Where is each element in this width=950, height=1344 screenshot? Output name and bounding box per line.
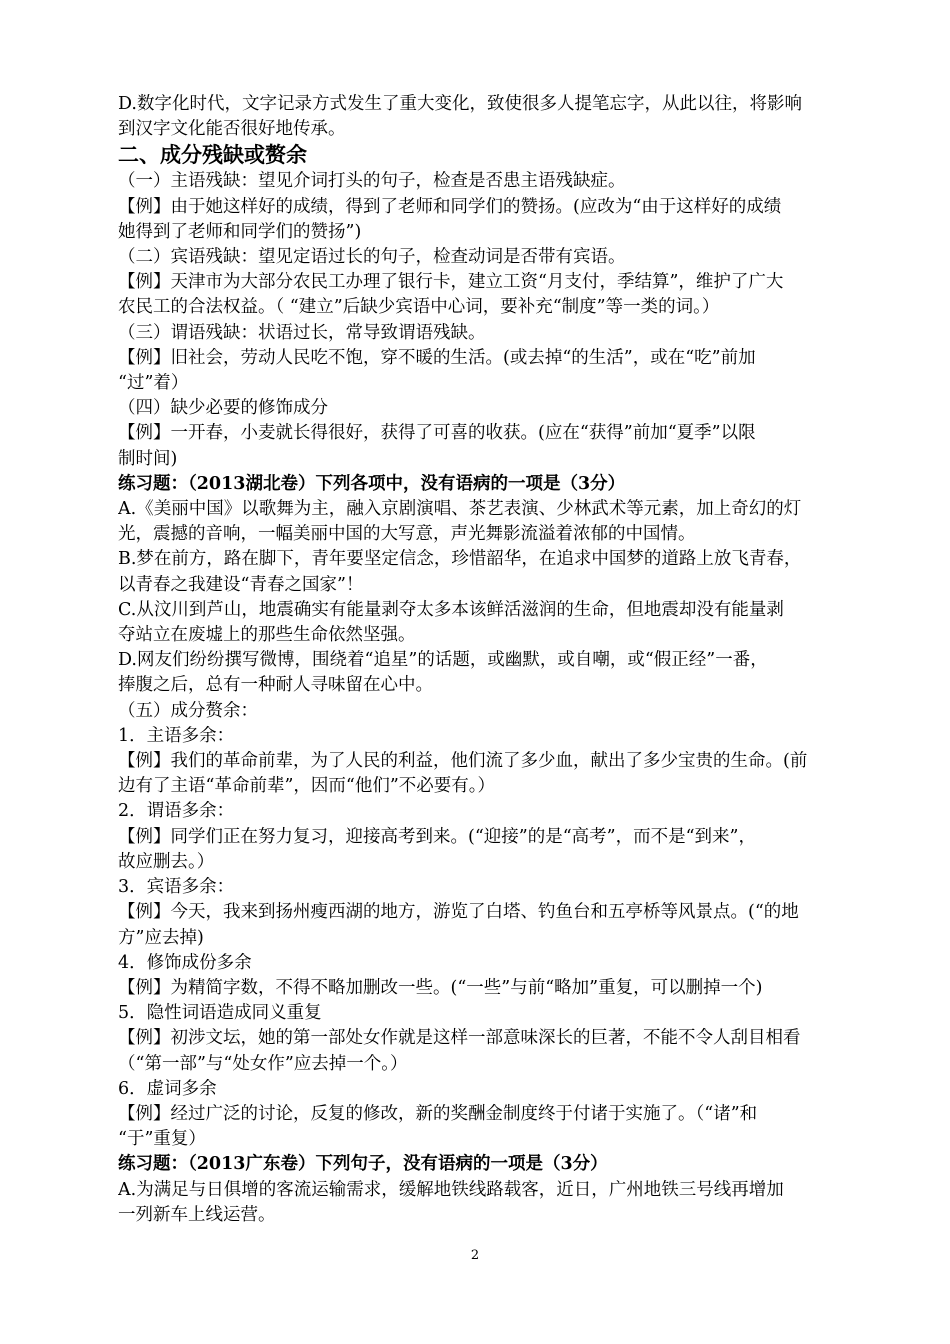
text-line: 【例】旧社会，劳动人民吃不饱，穿不暖的生活。(或去掉“的生活”，或在“吃”前加 (118, 347, 756, 368)
text-line: “于”重复） (118, 1129, 206, 1150)
text-line: 【例】由于她这样好的成绩，得到了老师和同学们的赞扬。(应改为“由于这样好的成绩 (118, 196, 782, 217)
text-line: D.网友们纷纷撰写微博，围绕着“追星”的话题，或幽默，或自嘲，或“假正经”一番， (118, 650, 768, 671)
text-line: 6．虚词多余 (118, 1078, 217, 1099)
page-number: 2 (470, 1248, 480, 1263)
text-line: 捧腹之后，总有一种耐人寻味留在心中。 (118, 675, 433, 696)
text-line: （五）成分赘余： (118, 700, 258, 721)
text-line: 边有了主语“革命前辈”，因而“他们”不必要有。） (118, 776, 496, 797)
exercise-title: 练习题：（2013湖北卷）下列各项中，没有语病的一项是（3分） (118, 473, 626, 494)
text-line: 【例】一开春，小麦就长得很好，获得了可喜的收获。(应在“获得”前加“夏季”以限 (118, 423, 756, 444)
text-line: 夺站立在废墟上的那些生命依然坚强。 (118, 625, 416, 646)
text-line: 光，震撼的音响，一幅美丽中国的大写意，声光舞影流溢着浓郁的中国情。 (118, 524, 696, 545)
text-line: 【例】初涉文坛，她的第一部处女作就是这样一部意味深长的巨著，不能不令人刮目相看 (118, 1028, 801, 1049)
text-line: 以青春之我建设“青春之国家”！ (118, 574, 364, 595)
text-line: （“第一部”与“处女作”应去掉一个。） (118, 1053, 408, 1074)
exercise-title: 练习题：（2013广东卷）下列句子，没有语病的一项是（3分） (118, 1154, 608, 1175)
text-line: 制时间) (118, 448, 178, 469)
text-line: 方”应去掉) (118, 927, 204, 948)
text-line: D.数字化时代，文字记录方式发生了重大变化，致使很多人提笔忘字，从此以往，将影响 (118, 94, 802, 114)
text-line: 【例】同学们正在努力复习，迎接高考到来。(“迎接”的是“高考”，而不是“到来”， (118, 826, 757, 847)
document-body (118, 92, 844, 1228)
text-line: 4．修饰成份多余 (118, 952, 252, 973)
text-line: 农民工的合法权益。（ “建立”后缺少宾语中心词，要补充“制度”等一类的词。） (118, 297, 720, 318)
text-line: 5．隐性词语造成同义重复 (118, 1003, 322, 1024)
text-line: 到汉字文化能否很好地传承。 (118, 119, 346, 140)
text-line: （二）宾语残缺：望见定语过长的句子，检查动词是否带有宾语。 (118, 247, 626, 268)
text-line: （三）谓语残缺：状语过长，常导致谓语残缺。 (118, 322, 486, 343)
text-line: 3．宾语多余： (118, 877, 235, 898)
text-line: 一列新车上线运营。 (118, 1204, 276, 1225)
text-line: 2．谓语多余： (118, 801, 235, 822)
text-line: B.梦在前方，路在脚下，青年要坚定信念，珍惜韶华，在追求中国梦的道路上放飞青春， (118, 549, 802, 570)
text-line: （一）主语残缺：望见介词打头的句子，检查是否患主语残缺症。 (118, 171, 626, 192)
text-line: 她得到了老师和同学们的赞扬”) (118, 221, 362, 242)
text-line: “过”着） (118, 373, 189, 394)
text-line: 1．主语多余： (118, 725, 235, 746)
text-line: 【例】经过广泛的讨论，反复的修改，新的奖酬金制度终于付诸于实施了。（“诸”和 (118, 1103, 758, 1124)
text-line: （四）缺少必要的修饰成分 (118, 398, 328, 419)
text-line: 【例】为精简字数，不得不略加删改一些。(“一些”与前“略加”重复，可以删掉一个) (118, 977, 763, 998)
text-line: 【例】今天，我来到扬州瘦西湖的地方，游览了白塔、钓鱼台和五亭桥等风景点。(“的地 (118, 902, 799, 923)
text-line: 【例】天津市为大部分农民工办理了银行卡，建立工资“月支付，季结算”，维护了广大 (118, 272, 784, 293)
text-line: 【例】我们的革命前辈，为了人民的利益，他们流了多少血，献出了多少宝贵的生命。(前 (118, 751, 808, 772)
text-line: 故应删去。） (118, 851, 215, 872)
text-line: A.为满足与日俱增的客流运输需求，缓解地铁线路载客，近日，广州地铁三号线再增加 (118, 1179, 784, 1200)
text-line: A.《美丽中国》以歌舞为主，融入京剧演唱、茶艺表演、少林武术等元素，加上奇幻的灯 (118, 499, 802, 520)
section-heading: 二、成分残缺或赘余 (118, 143, 307, 168)
text-line: C.从汶川到芦山，地震确实有能量剥夺太多本该鲜活滋润的生命，但地震却没有能量剥 (118, 599, 784, 620)
